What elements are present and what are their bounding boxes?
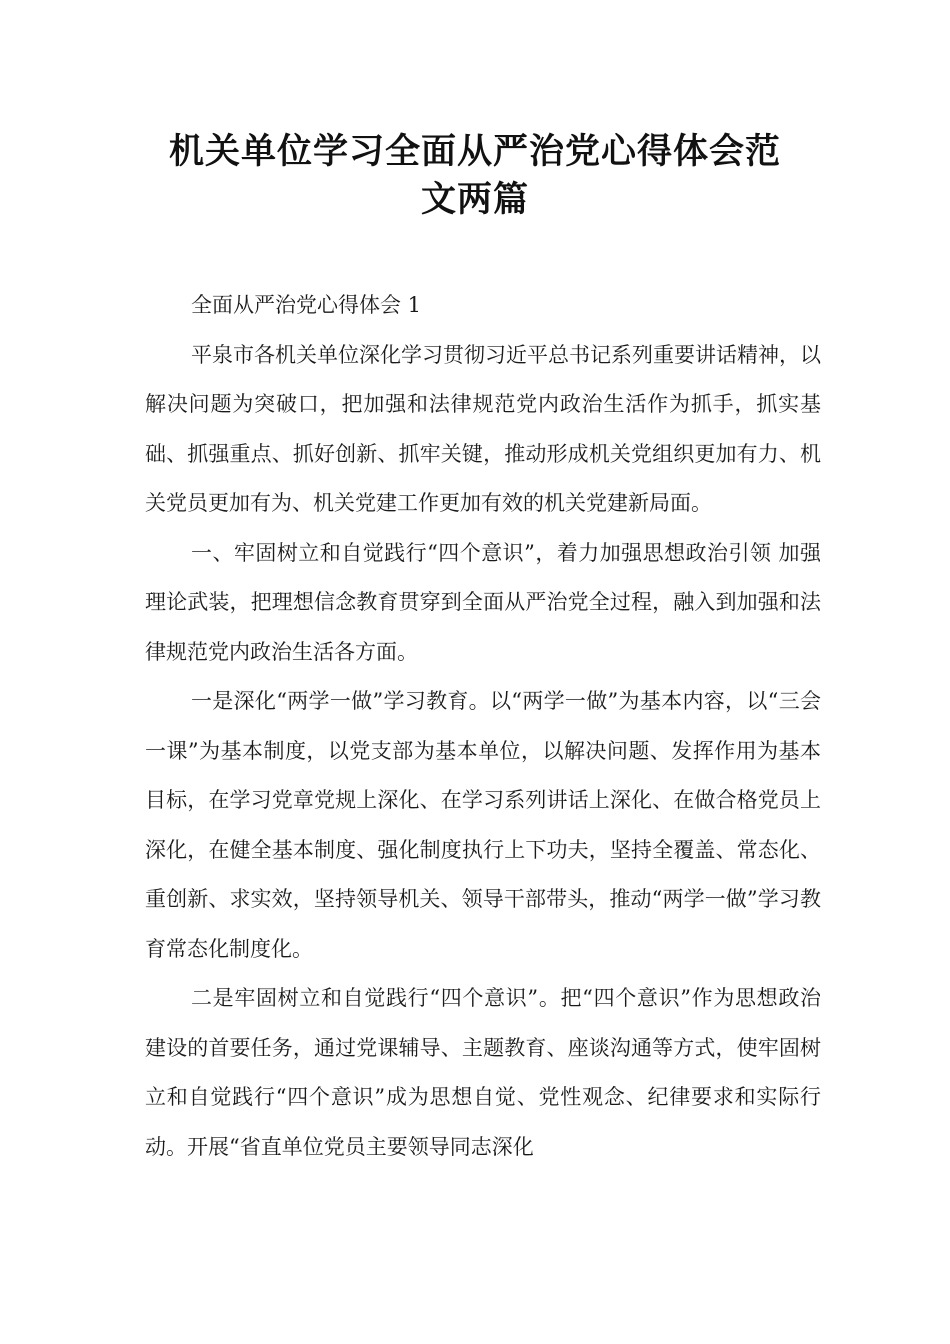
section-subheading: 全面从严治党心得体会 1 [191,293,422,317]
document-body [145,281,821,1172]
paragraph-intro: 平泉市各机关单位深化学习贯彻习近平总书记系列重要讲话精神，以解决问题为突破口，把加强和法律规范党内政治生活作为抓手，抓实基础、抓强重点、抓好创新、抓牢关键，推动形成机关党组织更加有力、机关党员更加有为、机关党建工作更加有效的机关党建新局面。 [145,342,821,515]
paragraph-section-one: 一、牢固树立和自觉践行“四个意识”，着力加强思想政治引领 加强理论武装，把理想信念教育贯穿到全面从严治党全过程，融入到加强和法律规范党内政治生活各方面。 [145,540,821,664]
paragraph-point-one: 一是深化“两学一做”学习教育。以“两学一做”为基本内容，以“三会一课”为基本制度，以党支部为基本单位，以解决问题、发挥作用为基本目标，在学习党章党规上深化、在学习系列讲话上深化、在做合格党员上深化，在健全基本制度、强化制度执行上下功夫，坚持全覆盖、常态化、重创新、求实效，坚持领导机关、领导干部带头，推动“两学一做”学习教育常态化制度化。 [145,689,821,961]
document-title [120,128,830,224]
document-title-line-2: 文两篇 [420,180,529,220]
document-title-line-1: 机关单位学习全面从严治党心得体会范 [168,132,781,172]
paragraph-point-two: 二是牢固树立和自觉践行“四个意识”。把“四个意识”作为思想政治建设的首要任务，通过党课辅导、主题教育、座谈沟通等方式，使牢固树立和自觉践行“四个意识”成为思想自觉、党性观念、纪律要求和实际行动。开展“省直单位党员主要领导同志深化 [145,986,821,1159]
